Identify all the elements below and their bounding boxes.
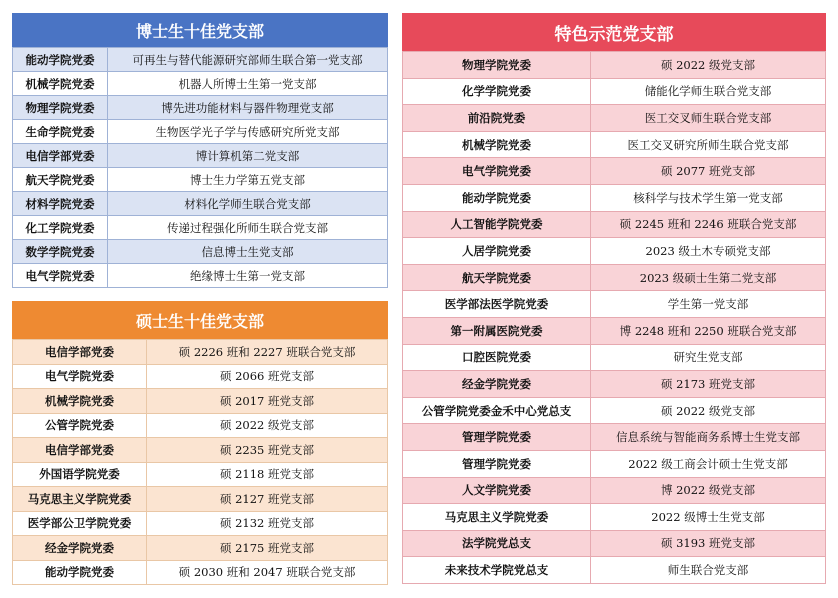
table-row <box>403 264 826 291</box>
featured-table <box>402 51 826 584</box>
masters-title: 硕士生十佳党支部 <box>12 301 388 339</box>
branch-cell: 硕 2022 级党支部 <box>591 397 826 424</box>
branch-cell: 博先进功能材料与器件物理党支部 <box>108 96 388 120</box>
table-row <box>403 78 826 105</box>
branch-cell: 储能化学师生联合党支部 <box>591 78 826 105</box>
branch-cell: 硕 2132 班党支部 <box>147 511 388 536</box>
org-cell: 生命学院党委 <box>13 120 108 144</box>
org-cell: 法学院党总支 <box>403 530 591 557</box>
branch-cell: 硕 2245 班和 2246 班联合党支部 <box>591 211 826 238</box>
table-row <box>403 184 826 211</box>
org-cell: 能动学院党委 <box>403 184 591 211</box>
table-row <box>403 105 826 132</box>
branch-cell: 信息系统与智能商务系博士生党支部 <box>591 424 826 451</box>
org-cell: 管理学院党委 <box>403 450 591 477</box>
table-row <box>13 216 388 240</box>
org-cell: 医学部法医学院党委 <box>403 291 591 318</box>
table-row <box>13 364 388 389</box>
org-cell: 人居学院党委 <box>403 238 591 265</box>
org-cell: 化工学院党委 <box>13 216 108 240</box>
org-cell: 马克思主义学院党委 <box>403 504 591 531</box>
table-row <box>403 52 826 79</box>
table-row <box>403 397 826 424</box>
org-cell: 人工智能学院党委 <box>403 211 591 238</box>
org-cell: 经金学院党委 <box>403 371 591 398</box>
org-cell: 马克思主义学院党委 <box>13 487 147 512</box>
branch-cell: 博计算机第二党支部 <box>108 144 388 168</box>
table-row <box>403 557 826 584</box>
branch-cell: 机器人所博士生第一党支部 <box>108 72 388 96</box>
doctoral-panel <box>12 13 388 288</box>
table-row <box>403 131 826 158</box>
org-cell: 航天学院党委 <box>403 264 591 291</box>
org-cell: 机械学院党委 <box>13 389 147 414</box>
org-cell: 能动学院党委 <box>13 560 147 585</box>
table-row <box>403 211 826 238</box>
branch-cell: 硕 2077 班党支部 <box>591 158 826 185</box>
branch-cell: 硕 2226 班和 2227 班联合党支部 <box>147 340 388 365</box>
masters-table <box>12 339 388 585</box>
org-cell: 物理学院党委 <box>403 52 591 79</box>
org-cell: 第一附属医院党委 <box>403 317 591 344</box>
branch-cell: 硕 2127 班党支部 <box>147 487 388 512</box>
org-cell: 电气学院党委 <box>403 158 591 185</box>
branch-cell: 绝缘博士生第一党支部 <box>108 264 388 288</box>
table-row <box>13 340 388 365</box>
table-row <box>403 238 826 265</box>
org-cell: 外国语学院党委 <box>13 462 147 487</box>
table-row <box>13 389 388 414</box>
table-row <box>13 144 388 168</box>
org-cell: 公管学院党委 <box>13 413 147 438</box>
table-row <box>13 192 388 216</box>
org-cell: 经金学院党委 <box>13 536 147 561</box>
org-cell: 医学部公卫学院党委 <box>13 511 147 536</box>
org-cell: 电信学部党委 <box>13 144 108 168</box>
table-row <box>403 424 826 451</box>
table-row <box>403 504 826 531</box>
org-cell: 物理学院党委 <box>13 96 108 120</box>
table-row <box>13 438 388 463</box>
branch-cell: 材料化学师生联合党支部 <box>108 192 388 216</box>
branch-cell: 2022 级博士生党支部 <box>591 504 826 531</box>
branch-cell: 可再生与替代能源研究部师生联合第一党支部 <box>108 48 388 72</box>
table-row <box>13 487 388 512</box>
org-cell: 管理学院党委 <box>403 424 591 451</box>
table-row <box>13 413 388 438</box>
org-cell: 机械学院党委 <box>13 72 108 96</box>
table-row <box>13 120 388 144</box>
branch-cell: 2022 级工商会计硕士生党支部 <box>591 450 826 477</box>
table-row <box>403 317 826 344</box>
doctoral-table <box>12 47 388 288</box>
table-row <box>13 72 388 96</box>
table-row <box>403 291 826 318</box>
table-row <box>13 168 388 192</box>
table-row <box>13 511 388 536</box>
org-cell: 电信学部党委 <box>13 438 147 463</box>
org-cell: 能动学院党委 <box>13 48 108 72</box>
branch-cell: 硕 2022 级党支部 <box>591 52 826 79</box>
branch-cell: 硕 2235 班党支部 <box>147 438 388 463</box>
branch-cell: 传递过程强化所师生联合党支部 <box>108 216 388 240</box>
org-cell: 公管学院党委金禾中心党总支 <box>403 397 591 424</box>
table-row <box>403 158 826 185</box>
table-row <box>13 536 388 561</box>
branch-cell: 医工交叉研究所师生联合党支部 <box>591 131 826 158</box>
org-cell: 数学学院党委 <box>13 240 108 264</box>
org-cell: 机械学院党委 <box>403 131 591 158</box>
branch-cell: 医工交叉师生联合党支部 <box>591 105 826 132</box>
branch-cell: 核科学与技术学生第一党支部 <box>591 184 826 211</box>
table-row <box>13 560 388 585</box>
table-row <box>13 96 388 120</box>
table-row <box>13 264 388 288</box>
table-row <box>13 240 388 264</box>
org-cell: 前沿院党委 <box>403 105 591 132</box>
org-cell: 电气学院党委 <box>13 364 147 389</box>
branch-cell: 硕 3193 班党支部 <box>591 530 826 557</box>
branch-cell: 硕 2022 级党支部 <box>147 413 388 438</box>
branch-cell: 博 2248 班和 2250 班联合党支部 <box>591 317 826 344</box>
branch-cell: 学生第一党支部 <box>591 291 826 318</box>
featured-panel <box>402 13 826 584</box>
branch-cell: 硕 2066 班党支部 <box>147 364 388 389</box>
org-cell: 口腔医院党委 <box>403 344 591 371</box>
doctoral-title: 博士生十佳党支部 <box>12 13 388 47</box>
table-row <box>403 530 826 557</box>
org-cell: 未来技术学院党总支 <box>403 557 591 584</box>
branch-cell: 2023 级硕士生第二党支部 <box>591 264 826 291</box>
branch-cell: 博士生力学第五党支部 <box>108 168 388 192</box>
branch-cell: 硕 2030 班和 2047 班联合党支部 <box>147 560 388 585</box>
table-row <box>13 48 388 72</box>
branch-cell: 硕 2118 班党支部 <box>147 462 388 487</box>
org-cell: 化学学院党委 <box>403 78 591 105</box>
branch-cell: 硕 2017 班党支部 <box>147 389 388 414</box>
org-cell: 人文学院党委 <box>403 477 591 504</box>
branch-cell: 硕 2175 班党支部 <box>147 536 388 561</box>
branch-cell: 信息博士生党支部 <box>108 240 388 264</box>
org-cell: 电信学部党委 <box>13 340 147 365</box>
masters-panel <box>12 301 388 585</box>
branch-cell: 博 2022 级党支部 <box>591 477 826 504</box>
org-cell: 材料学院党委 <box>13 192 108 216</box>
branch-cell: 2023 级土木专硕党支部 <box>591 238 826 265</box>
org-cell: 电气学院党委 <box>13 264 108 288</box>
branch-cell: 研究生党支部 <box>591 344 826 371</box>
org-cell: 航天学院党委 <box>13 168 108 192</box>
table-row <box>403 450 826 477</box>
table-row <box>13 462 388 487</box>
table-row <box>403 371 826 398</box>
featured-title: 特色示范党支部 <box>402 13 826 51</box>
table-row <box>403 344 826 371</box>
branch-cell: 师生联合党支部 <box>591 557 826 584</box>
branch-cell: 生物医学光子学与传感研究所党支部 <box>108 120 388 144</box>
table-row <box>403 477 826 504</box>
branch-cell: 硕 2173 班党支部 <box>591 371 826 398</box>
